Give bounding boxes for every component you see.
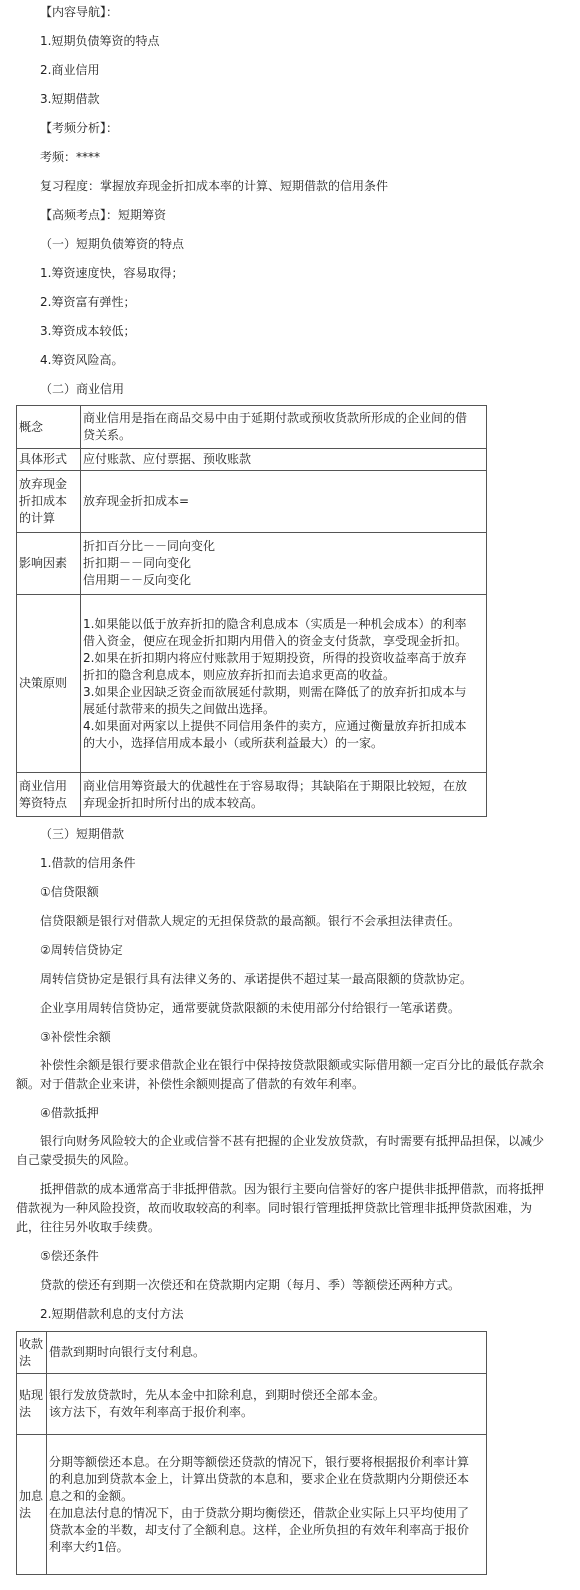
cell-line: 折扣的隐含利息成本，则应放弃折扣而去追求更高的收益。	[83, 667, 396, 682]
table-key-cell: 放弃现金折扣成本的计算	[17, 471, 81, 533]
cell-line: 在加息法付息的情况下，由于贷款分期均衡偿还，借款企业实际上只平均使用了	[49, 1505, 470, 1520]
cell-line: 1.如果能以低于放弃折扣的隐含利息成本（实质是一种机会成本）的利率	[83, 616, 467, 631]
section-title: （二）商业信用	[40, 382, 125, 396]
table-key-cell: 影响因素	[17, 533, 81, 595]
cell-line: 2.如果在折扣期内将应付账款用于短期投资，所得的投资收益率高于放弃	[83, 650, 467, 665]
paragraph: 周转信贷协定是银行具有法律义务的、承诺提供不超过某一最高限额的贷款协定。	[40, 972, 473, 986]
paragraph: 贷款的偿还有到期一次偿还和在贷款期内定期（每月、季）等额偿还两种方式。	[40, 1278, 461, 1292]
cell-line: 应付账款、应付票据、预收账款	[83, 452, 252, 466]
analysis-heading: 【考频分析】：	[40, 121, 119, 135]
cell-line: 商业信用是指在商品交易中由于延期付款或预收货款所形成的企业间的借	[83, 411, 468, 425]
table-row	[17, 773, 487, 817]
cell-line: 该方法下，有效年利率高于报价利率。	[49, 1405, 254, 1419]
interest-payment-table	[16, 1331, 487, 1575]
cell-line: 的大小，选择信用成本最小（或所获利益最大）的一家。	[83, 735, 384, 750]
cell-line: 借入资金，便应在现金折扣期内用借入的资金支付货款，享受现金折扣。	[83, 633, 468, 648]
paragraph-line: 此，往往另外收取手续费。	[16, 1220, 161, 1234]
table-key-cell: 具体形式	[17, 449, 81, 471]
paragraph-line: 借款视为一种风险投资，故而收取较高的利率。同时银行管理抵押贷款比管理非抵押贷款困难，为	[16, 1201, 533, 1215]
cell-line: 4.如果面对两家以上提供不同信用条件的卖方，应通过衡量放弃折扣成本	[83, 718, 467, 733]
table-row	[17, 533, 487, 595]
paragraph-line: 自己蒙受损失的风险。	[16, 1153, 137, 1167]
subsection-title: ⑤偿还条件	[40, 1249, 99, 1263]
table-key-cell: 加息法	[17, 1435, 47, 1575]
list-item: 3.筹资成本较低；	[40, 324, 136, 338]
paragraph: 企业享用周转信贷协定，通常要就贷款限额的未使用部分付给银行一笔承诺费。	[40, 1001, 461, 1015]
table-value-cell	[81, 595, 487, 773]
table-row	[17, 1435, 487, 1575]
list-item: 2.筹资富有弹性；	[40, 295, 136, 309]
cell-line: 贷款本金的半数，却支付了全额利息。这样，企业所负担的有效年利率高于报价	[49, 1522, 470, 1537]
table-row	[17, 595, 487, 773]
table-value-cell	[81, 533, 487, 595]
cell-line: 折扣百分比－－同向变化	[83, 539, 216, 553]
table-value-cell	[81, 406, 487, 449]
list-item: 1.筹资速度快，容易取得；	[40, 266, 184, 280]
cell-line: 商业信用筹资最大的优越性在于容易取得；其缺陷在于期限比较短，在放	[83, 778, 468, 793]
table-value-cell	[81, 449, 487, 471]
review-level-text: 复习程度：掌握放弃现金折扣成本率的计算、短期借款的信用条件	[40, 179, 389, 193]
cell-line: 利率大约1倍。	[49, 1539, 129, 1554]
cell-line: 弃现金折扣时所付出的成本较高。	[83, 795, 264, 810]
subsection-title: ③补偿性余额	[40, 1030, 111, 1044]
table-row	[17, 406, 487, 449]
table-key-cell: 概念	[17, 406, 81, 449]
table-row	[17, 1332, 487, 1374]
table-value-cell	[47, 1435, 487, 1575]
list-item: 4.筹资风险高。	[40, 353, 124, 367]
cell-line: 的利息加到贷款本金上，计算出贷款的本息和，要求企业在贷款期内分期偿还本	[49, 1471, 470, 1486]
subsection-title: ④借款抵押	[40, 1106, 99, 1120]
frequency-text: 考频：****	[40, 150, 101, 164]
paragraph-line: 额。对于借款企业来讲，补偿性余额则提高了借款的有效年利率。	[16, 1077, 365, 1091]
cell-line: 分期等额偿还本息。在分期等额偿还贷款的情况下，银行要将根据报价利率计算	[49, 1454, 470, 1469]
table-value-cell	[47, 1332, 487, 1374]
cell-line: 贷关系。	[83, 428, 132, 442]
section-title: （三）短期借款	[40, 827, 125, 841]
cell-line: 借款到期时向银行支付利息。	[49, 1345, 206, 1359]
paragraph-line: 银行向财务风险较大的企业或信誉不甚有把握的企业发放贷款，有时需要有抵押品担保，以减少	[40, 1134, 545, 1148]
table-key-cell: 决策原则	[17, 595, 81, 773]
nav-item: 3.短期借款	[40, 92, 100, 106]
cell-line: 折扣期－－同向变化	[83, 556, 192, 570]
subsection-title: 1.借款的信用条件	[40, 856, 136, 870]
commercial-credit-table	[16, 405, 487, 817]
cell-line: 息之和的金额。	[49, 1488, 134, 1503]
paragraph: 信贷限额是银行对借款人规定的无担保贷款的最高额。银行不会承担法律责任。	[40, 914, 461, 928]
table-key-cell: 贴现法	[17, 1374, 47, 1435]
table-value-cell	[81, 773, 487, 817]
nav-heading: 【内容导航】：	[40, 5, 119, 19]
paragraph-line: 补偿性余额是银行要求借款企业在银行中保持按贷款限额或实际借用额一定百分比的最低存款余	[40, 1058, 545, 1072]
subsection-title: ②周转信贷协定	[40, 943, 123, 957]
subsection-title: ①信贷限额	[40, 885, 99, 899]
cell-line: 展延付款带来的损失之间做出选择。	[83, 701, 276, 716]
table-key-cell: 收款法	[17, 1332, 47, 1374]
cell-line: 银行发放贷款时，先从本金中扣除利息，到期时偿还全部本金。	[49, 1388, 386, 1402]
paragraph-line: 抵押借款的成本通常高于非抵押借款。因为银行主要向信誉好的客户提供非抵押借款，而将抵押	[40, 1182, 545, 1196]
section-title: （一）短期负债筹资的特点	[40, 237, 185, 251]
nav-item: 1.短期负债筹资的特点	[40, 34, 160, 48]
table-row	[17, 1374, 487, 1435]
cell-line: 信用期－－反向变化	[83, 573, 192, 587]
table-row	[17, 449, 487, 471]
table-value-cell	[81, 471, 487, 533]
cell-line: 3.如果企业因缺乏资金而欲展延付款期，则需在降低了的放弃折扣成本与	[83, 684, 467, 699]
table-row	[17, 471, 487, 533]
subsection-title: 2.短期借款利息的支付方法	[40, 1307, 184, 1321]
nav-item: 2.商业信用	[40, 63, 100, 77]
cell-line: 放弃现金折扣成本=	[83, 494, 190, 508]
table-value-cell	[47, 1374, 487, 1435]
key-point-heading: 【高频考点】：短期筹资	[40, 208, 167, 222]
table-key-cell: 商业信用筹资特点	[17, 773, 81, 817]
